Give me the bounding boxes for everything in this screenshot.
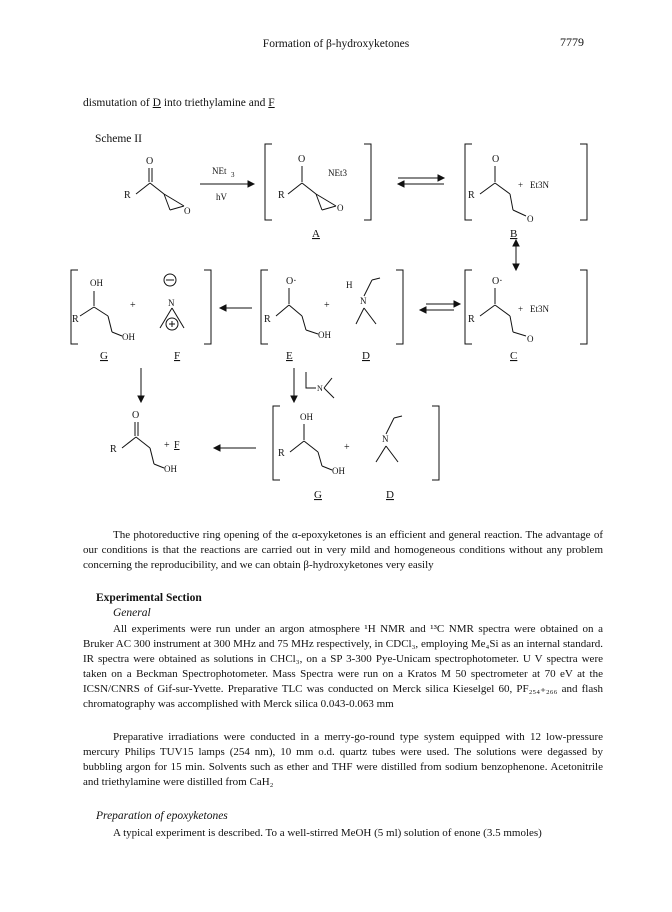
svg-text:R: R	[264, 314, 271, 325]
svg-text:OH: OH	[122, 332, 135, 342]
svg-text:O: O	[527, 334, 534, 344]
label-e: E	[286, 350, 293, 362]
svg-text:Et3N: Et3N	[530, 180, 549, 190]
scheme-title: Scheme II	[95, 133, 142, 145]
svg-text:O·: O·	[286, 276, 297, 287]
svg-text:N: N	[317, 384, 323, 393]
equilibrium-arrow-ab	[398, 175, 444, 187]
arrow-e-to-g	[220, 305, 252, 311]
label-c: C	[510, 350, 518, 362]
product-g-f-pair	[71, 270, 211, 362]
general-heading: General	[113, 607, 151, 619]
svg-text:Et3N: Et3N	[530, 304, 549, 314]
preparation-heading: Preparation of epoxyketones	[96, 810, 228, 822]
svg-text:+: +	[518, 180, 524, 190]
arrow-net3-hv	[200, 166, 254, 202]
svg-text:3: 3	[231, 171, 235, 179]
g-d-pair	[273, 406, 439, 501]
label-b: B	[510, 228, 518, 240]
intermediate-a	[265, 144, 371, 240]
running-header: Formation of β-hydroxyketones	[262, 38, 410, 50]
svg-text:NEt: NEt	[212, 166, 227, 176]
arrow-to-final	[214, 445, 256, 451]
svg-text:OH: OH	[300, 412, 313, 422]
svg-text:R: R	[468, 314, 475, 325]
label-g: G	[100, 350, 108, 362]
svg-text:R: R	[278, 448, 285, 459]
svg-text:+: +	[130, 300, 136, 311]
paragraph-preparation: A typical experiment is described. To a well-stirred MeOH (5 ml) solution of enone (3.5 mmoles)	[113, 827, 542, 839]
label-d: D	[362, 350, 370, 362]
svg-text:O: O	[298, 154, 306, 165]
paragraph-general: All experiments were run under an argon atmosphere ¹H NMR and ¹³C NMR spectra were obtained on a Bruker AC 300 instrument at 300 MHz and 75 MHz respectively, in CDCl₃, employing Me₄Si as an internal standard. IR spectra were obtained as solutions in CHCl₃, on a SP 3-300 Pye-Unicam spectrophotometer. U V spectra were taken on a Beckman Spectrophotometer. Mass Spectra were run on a Kratos M 50 spectrometer at 70 eV at the ICSN/CNRS of Gif-sur-Yvette. Preparative TLC was conducted on Merck silica Kieselgel 60, PF₂₅₄₊₂₆₆ and flash chromatography was accomplished with Merck silica 0.043-0.063 mm	[83, 623, 603, 710]
intro-text-a: dismutation of	[83, 97, 153, 109]
svg-text:O: O	[184, 206, 191, 216]
experimental-heading: Experimental Section	[96, 592, 202, 604]
svg-text:R: R	[110, 444, 117, 455]
svg-text:N: N	[168, 298, 175, 308]
epoxyketone-structure	[124, 156, 191, 216]
final-product	[110, 410, 180, 474]
intermediate-e-d	[261, 270, 403, 362]
svg-text:OH: OH	[164, 464, 177, 474]
svg-text:O: O	[146, 156, 154, 167]
svg-text:OH: OH	[332, 466, 345, 476]
intermediate-c	[465, 270, 587, 362]
intermediate-b	[465, 144, 587, 240]
down-arrow-g	[138, 368, 144, 402]
svg-text:O: O	[527, 214, 534, 224]
svg-text:NEt3: NEt3	[328, 168, 347, 178]
svg-text:O: O	[492, 154, 500, 165]
svg-text:OH: OH	[318, 330, 331, 340]
intro-line	[83, 97, 275, 109]
svg-text:OH: OH	[90, 278, 103, 288]
paragraph-conclusion: The photoreductive ring opening of the α-epoxyketones is an efficient and general reaction. The advantage of our conditions is that the reactions are carried out in very mild and homogeneous conditions without any problem concerning the reproducibility, and we can obtain β-hydroxyketones very easily	[83, 529, 603, 571]
down-arrow-e	[291, 368, 334, 402]
intro-ref-d: D	[152, 97, 161, 109]
svg-text:O: O	[132, 410, 140, 421]
svg-text:+: +	[344, 442, 350, 453]
svg-text:hV: hV	[216, 192, 227, 202]
intro-text-b: into triethylamine and	[160, 97, 269, 109]
svg-text:+: +	[518, 304, 524, 314]
svg-text:N: N	[360, 296, 367, 306]
reaction-scheme	[60, 128, 620, 508]
page-number: 7779	[560, 35, 584, 49]
equilibrium-arrow-cd	[420, 301, 460, 313]
label-g2: G	[314, 489, 322, 501]
svg-text:O: O	[337, 203, 344, 213]
equilibrium-arrow-bc	[513, 240, 519, 270]
svg-text:R: R	[124, 190, 131, 201]
svg-text:R: R	[278, 190, 285, 201]
svg-text:O·: O·	[492, 276, 503, 287]
svg-text:N: N	[382, 434, 389, 444]
label-a: A	[312, 228, 320, 240]
svg-text:R: R	[72, 314, 79, 325]
svg-text:F: F	[174, 440, 180, 451]
svg-text:H: H	[346, 280, 353, 290]
svg-text:+: +	[324, 300, 330, 311]
intro-ref-f: F	[268, 97, 275, 109]
svg-text:+: +	[164, 440, 170, 451]
svg-text:R: R	[468, 190, 475, 201]
paragraph-irradiations: Preparative irradiations were conducted in a merry-go-round type system equipped with 12 low-pressure mercury Philips TUV15 lamps (254 nm), 10 mm o.d. quartz tubes were used. The solutions were degassed by bubbling argon for 15 min. Solvents such as ether and THF were distilled from sodium benzophenone. Acetonitrile and triethylamine were distilled from CaH₂	[83, 731, 603, 788]
label-d2: D	[386, 489, 394, 501]
label-f: F	[174, 350, 181, 362]
